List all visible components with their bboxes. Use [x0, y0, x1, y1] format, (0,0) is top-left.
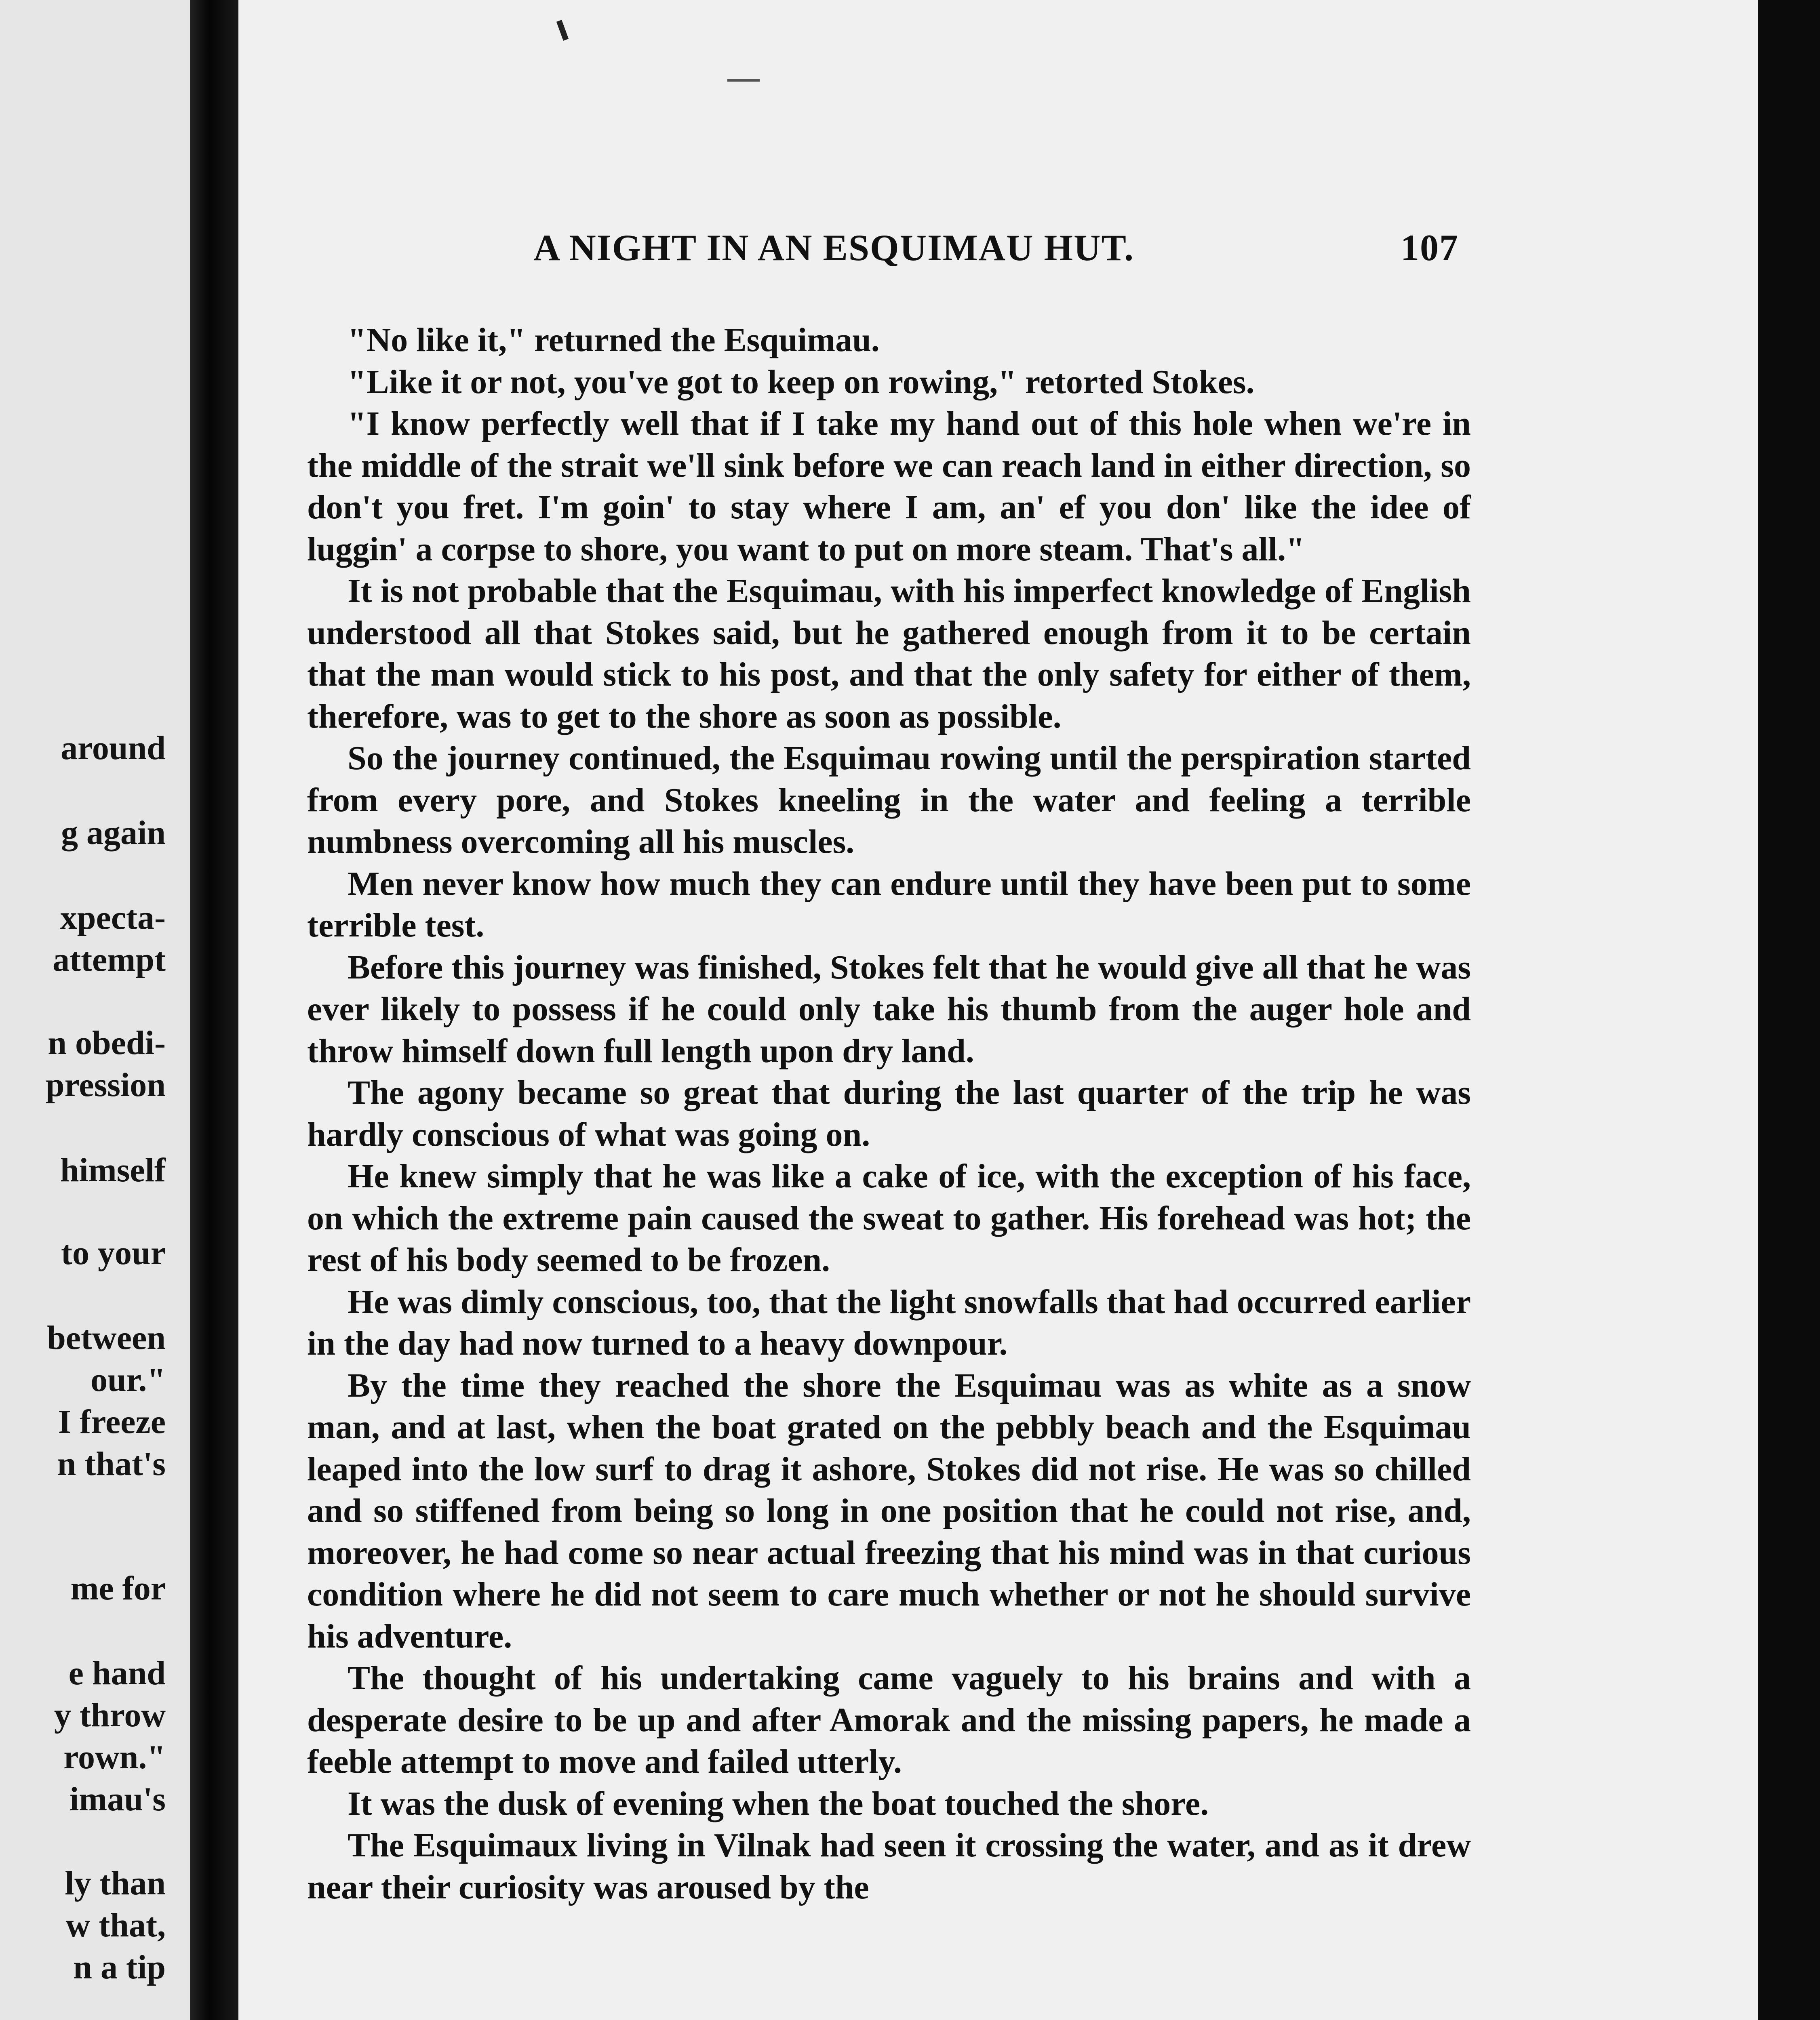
chapter-title: A NIGHT IN AN ESQUIMAU HUT. [533, 227, 1135, 268]
paragraph: The Esquimaux living in Vilnak had seen it crossing the water, and as it drew near their curiosity was aroused by the [307, 1826, 1471, 1906]
left-fragment: g again [61, 814, 166, 852]
dash-mark [727, 79, 760, 82]
paragraph: The thought of his undertaking came vaguely to his brains and with a desperate desire to be up and after Amorak and the missing papers, he made a feeble attempt to move and failed utterly. [307, 1659, 1471, 1780]
left-fragment: e hand [68, 1654, 166, 1692]
left-fragment: I freeze [58, 1403, 166, 1441]
left-fragment: n obedi- [48, 1024, 166, 1062]
paragraph: Before this journey was finished, Stokes felt that he would give all that he was ever likely to possess if he could only take his thumb from the auger hole and throw himself down full length upon dry land. [307, 948, 1471, 1070]
left-fragment: xpecta- [60, 899, 166, 936]
paragraph: "No like it," returned the Esquimau. [348, 321, 880, 359]
paragraph: So the journey continued, the Esquimau rowing until the perspiration started from every pore, and Stokes kneeling in the water and feeling a terrible numbness overcoming all his muscles. [307, 739, 1471, 861]
book-gutter [190, 0, 238, 2020]
left-page-edge [0, 0, 190, 2020]
paragraph: "Like it or not, you've got to keep on rowing," retorted Stokes. [348, 363, 1255, 401]
left-fragment: y throw [54, 1696, 166, 1734]
left-fragment: our." [91, 1361, 166, 1399]
left-fragment: n a tip [73, 1948, 166, 1986]
body-text [307, 319, 1471, 1908]
left-fragment: attempt [53, 941, 166, 978]
paragraph: "I know perfectly well that if I take my hand out of this hole when we're in the middle of the strait we'll sink before we can reach land in either direction, so don't you fret. I'm goin' to stay where I am, an' ef you don' like the idee of luggin' a corpse to shore, you want to put on more steam. That's all." [307, 405, 1471, 568]
paragraph: The agony became so great that during the last quarter of the trip he was hardly conscious of what was going on. [307, 1074, 1471, 1153]
paragraph: Men never know how much they can endure until they have been put to some terrible test. [307, 865, 1471, 944]
paragraph: It was the dusk of evening when the boat touched the shore. [348, 1784, 1209, 1822]
paragraph: He knew simply that he was like a cake of ice, with the exception of his face, on which the extreme pain caused the sweat to gather. His forehead was hot; the rest of his body seemed to be frozen. [307, 1157, 1471, 1279]
page-number: 107 [1401, 227, 1459, 268]
left-fragment: to your [61, 1234, 166, 1272]
paragraph: It is not probable that the Esquimau, with his imperfect knowledge of English understood all that Stokes said, but he gathered enough from it to be certain that the man would stick to his post, and that the only safety for either of them, therefore, was to get to the shore as soon as possible. [307, 572, 1471, 735]
right-page-edge [1758, 0, 1820, 2020]
paragraph: He was dimly conscious, too, that the light snowfalls that had occurred earlier in the day had now turned to a heavy downpour. [307, 1283, 1471, 1362]
left-fragment: ly than [65, 1864, 166, 1902]
left-fragment: me for [70, 1570, 166, 1607]
left-fragment: himself [60, 1151, 166, 1189]
left-fragment: rown." [63, 1738, 166, 1776]
left-fragment: imau's [69, 1780, 166, 1818]
running-head [295, 226, 1459, 269]
paragraph: By the time they reached the shore the Esquimau was as white as a snow man, and at last, when the boat grated on the pebbly beach and the Esquimau leaped into the low surf to drag it ashore, Stokes did not rise. He was so chilled and so stiffened from being so long in one position that he could not rise, and, moreover, he had come so near actual freezing that his mind was in that curious condition where he did not seem to care much whether or not he should survive his adventure. [307, 1366, 1471, 1655]
left-fragment: w that, [65, 1906, 166, 1944]
left-fragment: between [47, 1319, 166, 1357]
left-fragment: pression [45, 1066, 166, 1104]
left-fragment: n that's [57, 1445, 166, 1483]
left-fragment: around [61, 729, 166, 767]
